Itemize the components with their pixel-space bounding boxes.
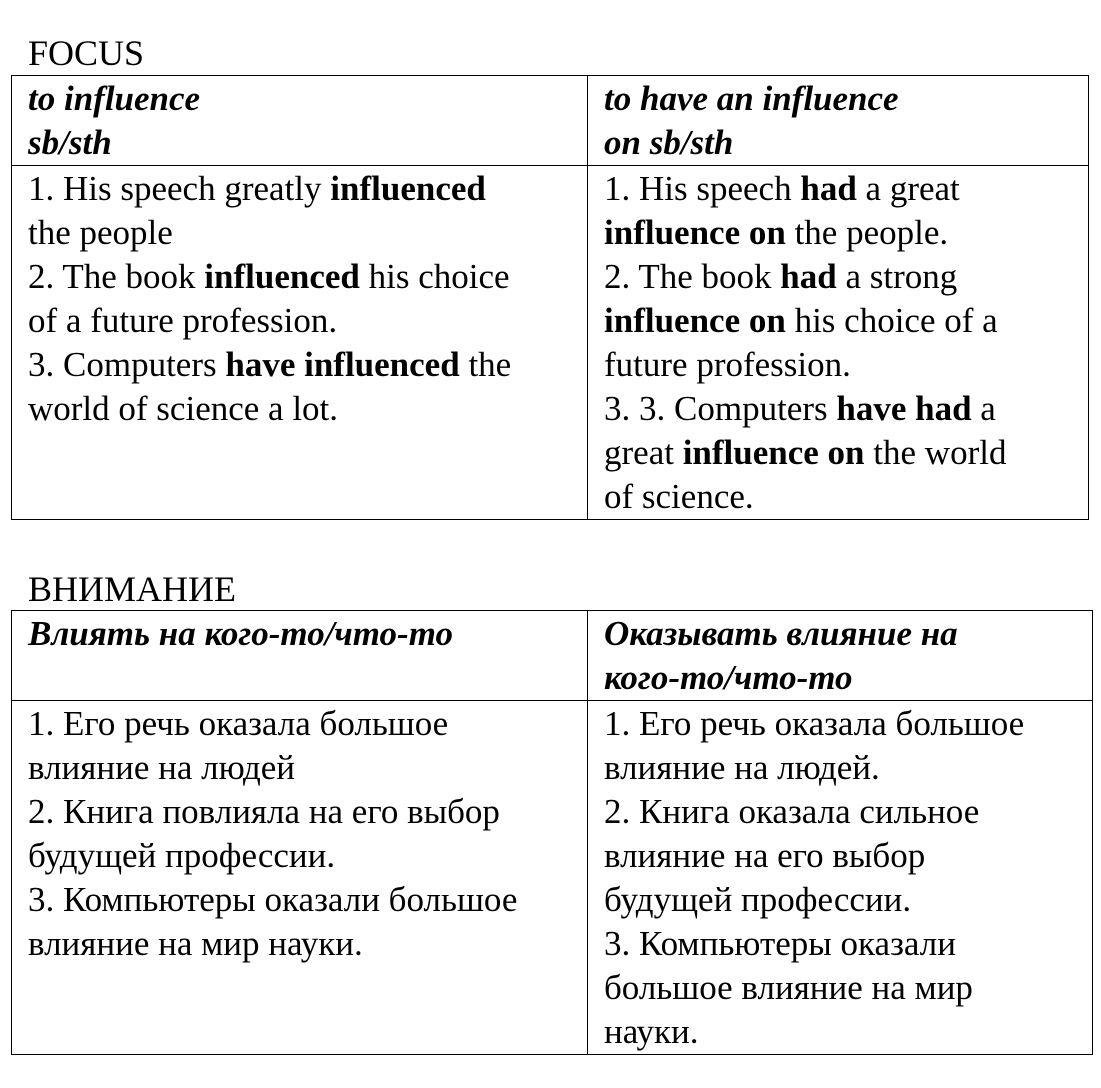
text-run: a strong: [836, 257, 958, 296]
table-body-row: [12, 166, 1089, 520]
example-line: [28, 746, 575, 790]
examples-cell-right: [588, 701, 1093, 1055]
text-run: 2. Книга повлияла на его выбор: [28, 792, 500, 831]
text-run: влияние на людей.: [604, 748, 880, 787]
header-line: sb/sth: [28, 123, 112, 162]
examples-cell-left: [12, 166, 588, 520]
example-line: [604, 343, 1076, 387]
text-run: 3. Компьютеры оказали большое: [28, 880, 518, 919]
header-cell-right: [588, 76, 1089, 166]
text-run: 2. The book: [604, 257, 781, 296]
text-run: the people: [28, 213, 173, 252]
header-cell-right: [588, 611, 1093, 701]
section-heading-focus: FOCUS: [28, 33, 145, 73]
examples-cell-left: [12, 701, 588, 1055]
vocabulary-table-russian: [11, 610, 1093, 1055]
example-line: [604, 431, 1076, 475]
vocabulary-table-english: [11, 75, 1089, 520]
example-line: [604, 167, 1076, 211]
text-run: 3. Компьютеры оказали: [604, 924, 956, 963]
text-run: of a future profession.: [28, 301, 338, 340]
text-run: будущей профессии.: [604, 880, 912, 919]
text-run: влияние на его выбор: [604, 836, 926, 875]
text-run: влияние на людей: [28, 748, 296, 787]
text-run: his choice of a: [785, 301, 998, 340]
text-run: the people.: [785, 213, 949, 252]
example-line: [28, 167, 575, 211]
bold-keyword: had: [800, 169, 857, 208]
text-run: the world: [864, 433, 1007, 472]
header-line: to influence: [28, 79, 201, 118]
example-line: [28, 211, 575, 255]
text-run: 1. His speech greatly: [28, 169, 331, 208]
bold-keyword: influenced: [330, 169, 486, 208]
bold-keyword: had: [780, 257, 837, 296]
example-line: [604, 878, 1080, 922]
text-run: of science.: [604, 477, 754, 516]
text-run: 2. The book: [28, 257, 205, 296]
header-cell-left: [12, 76, 588, 166]
example-line: [604, 702, 1080, 746]
bold-keyword: influenced: [204, 257, 360, 296]
text-run: a: [971, 389, 996, 428]
header-line: кого-то/что-то: [604, 658, 853, 697]
example-line: [28, 387, 575, 431]
text-run: future profession.: [604, 345, 851, 384]
header-cell-left: [12, 611, 588, 701]
bold-keyword: influence on: [604, 213, 786, 252]
example-line: [604, 790, 1080, 834]
example-line: [28, 922, 575, 966]
example-line: [604, 922, 1080, 966]
text-run: the: [459, 345, 512, 384]
example-line: [604, 211, 1076, 255]
header-line: Оказывать влияние на: [604, 614, 958, 653]
example-line: [604, 255, 1076, 299]
example-line: [28, 702, 575, 746]
table-header-row: [12, 76, 1089, 166]
example-line: [28, 878, 575, 922]
example-line: [604, 966, 1080, 1010]
example-line: [28, 255, 575, 299]
header-line: on sb/sth: [604, 123, 734, 162]
example-line: [28, 834, 575, 878]
text-run: влияние на мир науки.: [28, 924, 363, 963]
example-line: [604, 475, 1076, 519]
text-run: 1. Его речь оказала большое: [604, 704, 1025, 743]
text-run: 3. 3. Computers: [604, 389, 837, 428]
table-body-row: [12, 701, 1093, 1055]
example-line: [28, 299, 575, 343]
bold-keyword: influence on: [682, 433, 865, 472]
header-line: to have an influence: [604, 79, 899, 118]
bold-keyword: have influenced: [225, 345, 460, 384]
text-run: great: [604, 433, 683, 472]
bold-keyword: influence on: [604, 301, 786, 340]
text-run: будущей профессии.: [28, 836, 336, 875]
example-line: [604, 299, 1076, 343]
section-heading-vnimanie: ВНИМАНИЕ: [28, 569, 237, 609]
header-line: Влиять на кого-то/что-то: [28, 614, 453, 653]
example-line: [28, 790, 575, 834]
text-run: world of science a lot.: [28, 389, 339, 428]
examples-cell-right: [588, 166, 1089, 520]
text-run: his choice: [359, 257, 510, 296]
example-line: [28, 343, 575, 387]
text-run: науки.: [604, 1012, 699, 1051]
text-run: большое влияние на мир: [604, 968, 973, 1007]
example-line: [604, 746, 1080, 790]
text-run: 1. His speech: [604, 169, 801, 208]
text-run: 3. Computers: [28, 345, 226, 384]
example-line: [604, 387, 1076, 431]
text-run: a great: [856, 169, 960, 208]
bold-keyword: have had: [836, 389, 972, 428]
example-line: [604, 834, 1080, 878]
table-header-row: [12, 611, 1093, 701]
text-run: 2. Книга оказала сильное: [604, 792, 980, 831]
example-line: [604, 1010, 1080, 1054]
text-run: 1. Его речь оказала большое: [28, 704, 449, 743]
